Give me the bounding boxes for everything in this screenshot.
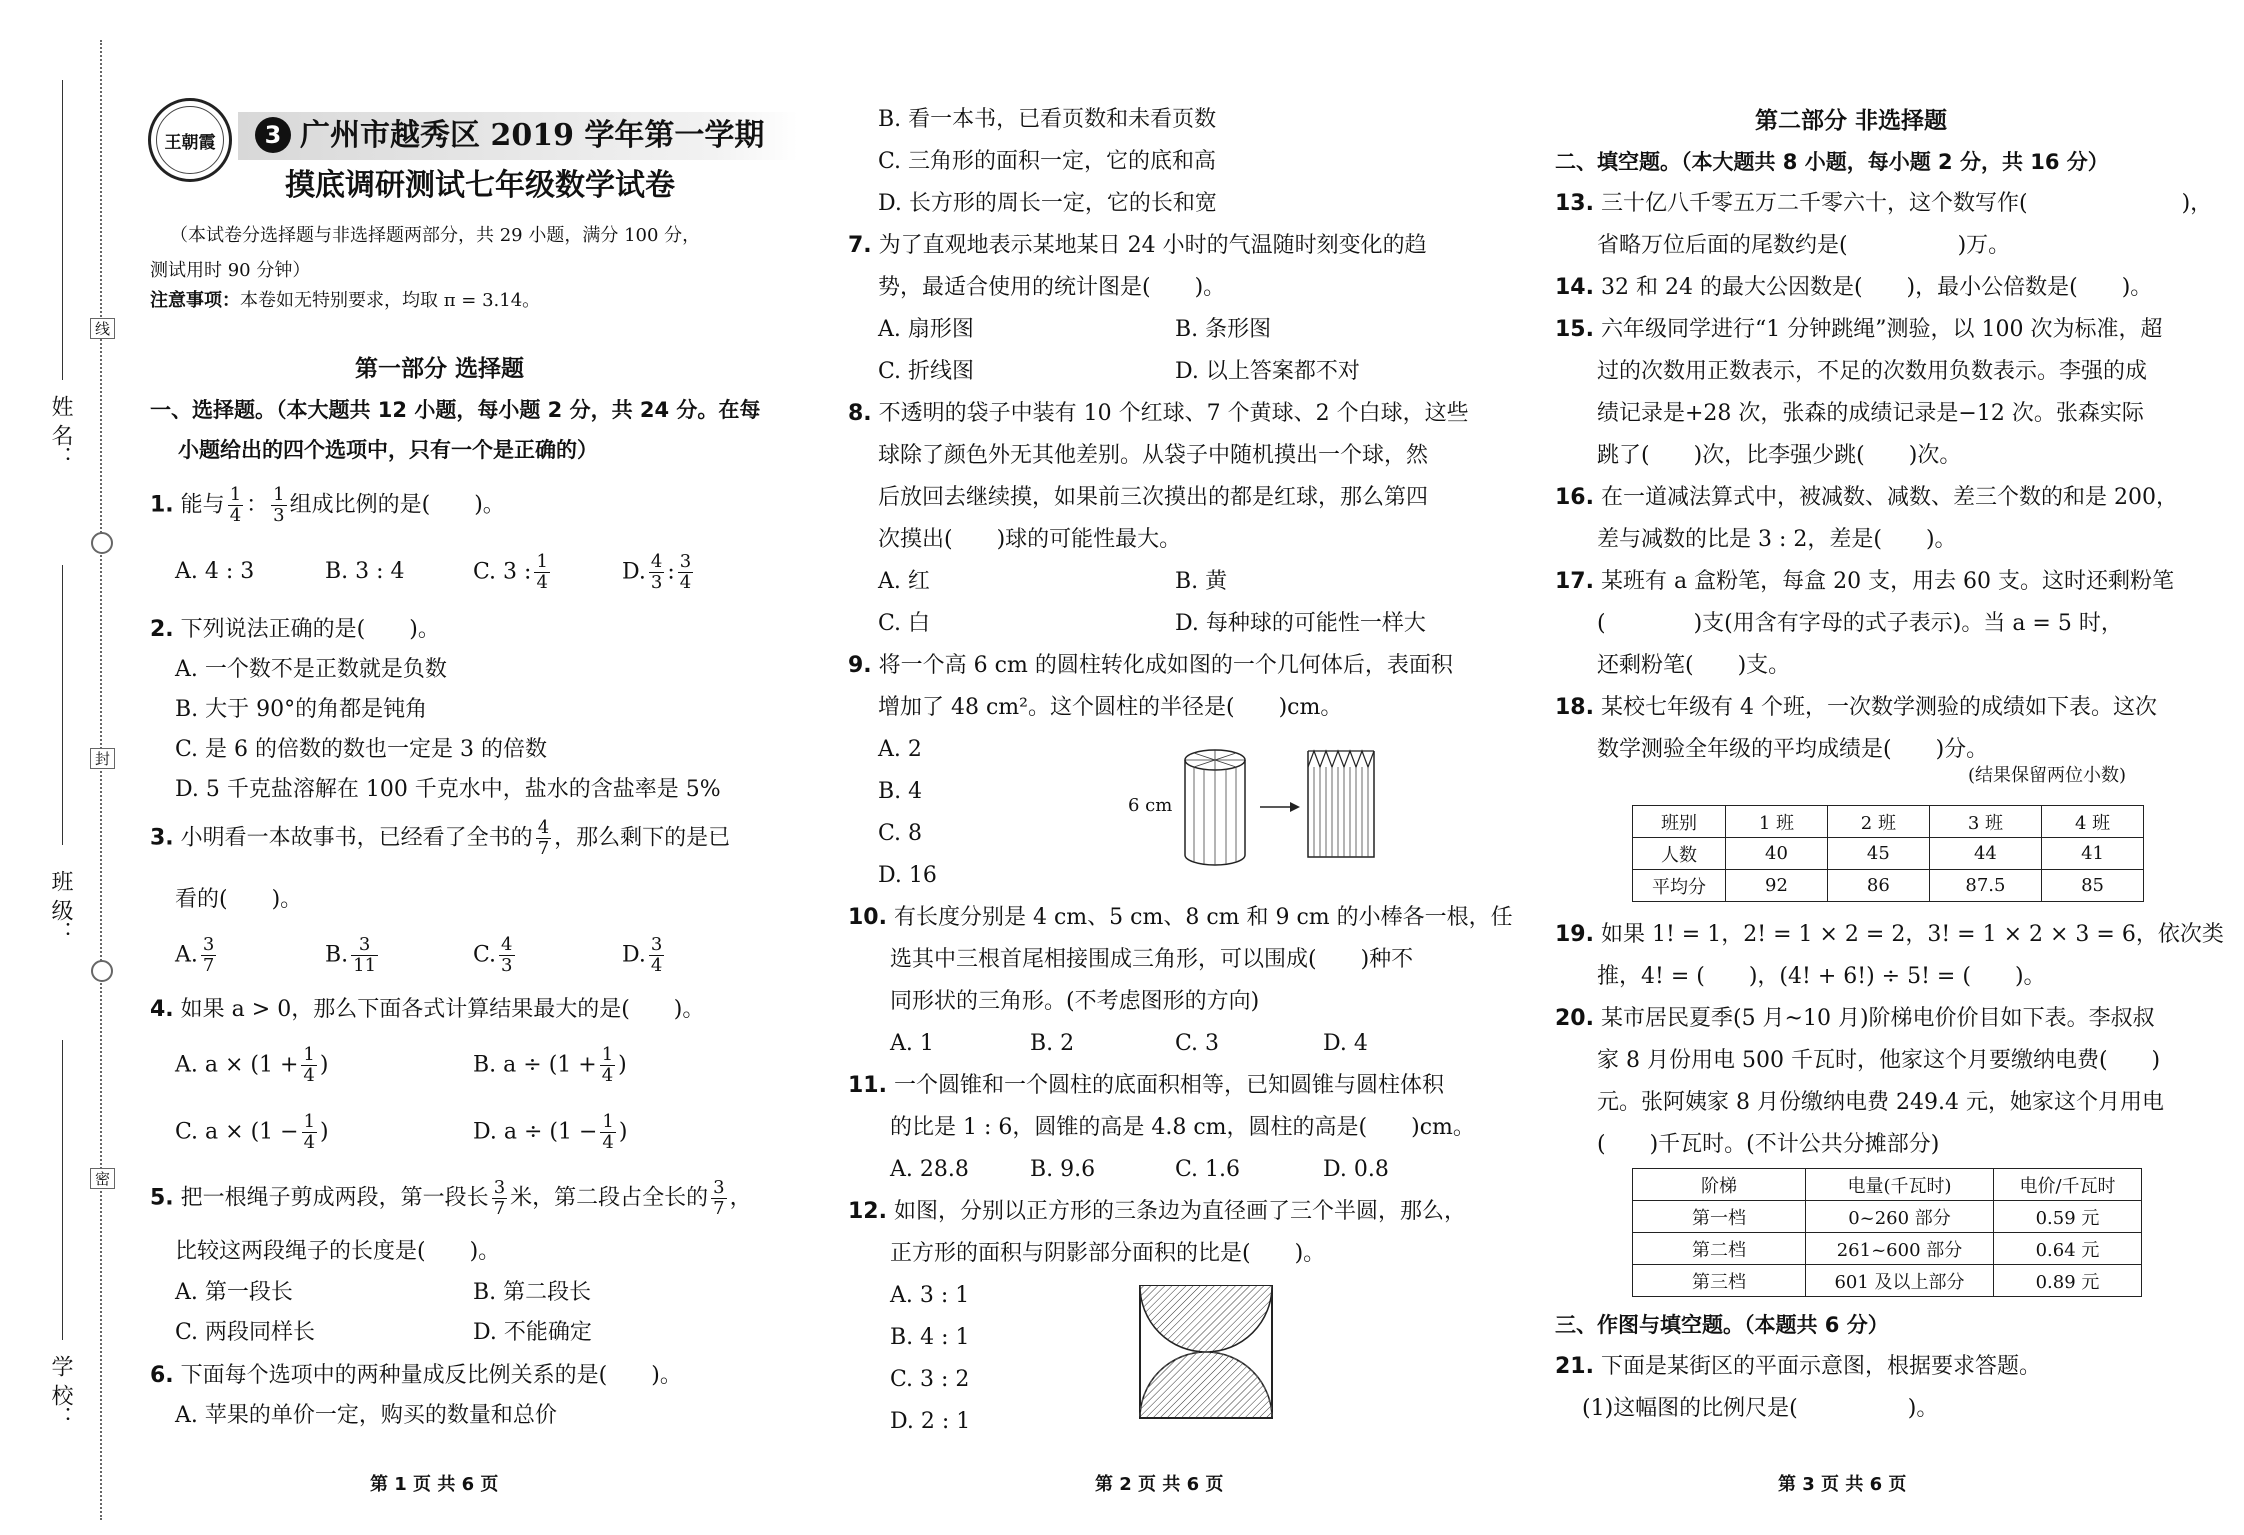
- question-15-line-4: 跳了( )次，比李强少跳( )次。: [1597, 443, 1962, 468]
- question-17-line-3: 还剩粉笔( )支。: [1597, 653, 1791, 678]
- table-cell: 92: [1726, 870, 1828, 902]
- q12-option-c[interactable]: C. 3 : 2: [890, 1367, 970, 1392]
- binding-ornament-1: [91, 532, 113, 554]
- notice-text: 本卷如无特别要求，均取 π = 3.14。: [240, 290, 541, 311]
- q8-option-b[interactable]: B. 黄: [1175, 569, 1228, 594]
- table-cell: 平均分: [1633, 870, 1726, 902]
- q7-option-a[interactable]: A. 扇形图: [878, 317, 974, 342]
- q6-option-b[interactable]: B. 看一本书，已看页数和未看页数: [878, 107, 1217, 132]
- table-cell: 41: [2042, 838, 2144, 870]
- seal-mi-mark: 密: [90, 1168, 115, 1189]
- question-20-line-4: ( )千瓦时。(不计公共分摊部分): [1597, 1132, 1940, 1157]
- q5-option-b[interactable]: B. 第二段长: [473, 1280, 592, 1305]
- q1-option-c[interactable]: C. 3 : $\frac{1}{4}$: [473, 551, 548, 593]
- q10-option-b[interactable]: B. 2: [1030, 1031, 1075, 1056]
- table-cell: 2 班: [1827, 806, 1929, 838]
- seal-line-mark: 线: [90, 318, 115, 339]
- table-cell: 44: [1929, 838, 2041, 870]
- question-18-note: (结果保留两位小数): [1968, 765, 2127, 786]
- q4-option-a[interactable]: A. a × (1 + $\frac{1}{4}$ ): [175, 1044, 329, 1086]
- question-19-line-1: 19. 如果 1! = 1，2! = 1 × 2 = 2，3! = 1 × 2 × 3 = 6，依次类: [1555, 922, 2224, 947]
- q2-option-b[interactable]: B. 大于 90°的角都是钝角: [175, 697, 428, 722]
- q9-option-a[interactable]: A. 2: [878, 737, 922, 762]
- table-cell: 45: [1827, 838, 1929, 870]
- q3-option-b[interactable]: B. $\frac{3}{11}$: [325, 934, 377, 976]
- table-cell: 班别: [1633, 806, 1726, 838]
- paper-number-badge: 3: [255, 117, 291, 153]
- q9-figure-height-label: 6 cm: [1128, 795, 1173, 816]
- binding-ornament-2: [91, 960, 113, 982]
- intro-line-1: （本试卷分选择题与非选择题两部分，共 29 小题，满分 100 分，: [170, 225, 701, 246]
- q9-option-b[interactable]: B. 4: [878, 779, 923, 804]
- question-3-line-2: 看的( )。: [175, 887, 303, 912]
- question-13-line-1: 13. 三十亿八千零五万二千零六十，这个数写作( )，: [1555, 191, 2213, 216]
- q5-option-a[interactable]: A. 第一段长: [175, 1280, 293, 1305]
- q11-option-a[interactable]: A. 28.8: [890, 1157, 969, 1182]
- question-16-line-1: 16. 在一道减法算式中，被减数、减数、差三个数的和是 200，: [1555, 485, 2178, 510]
- q5-option-d[interactable]: D. 不能确定: [473, 1320, 592, 1345]
- q6-option-c[interactable]: C. 三角形的面积一定，它的底和高: [878, 149, 1217, 174]
- table-cell: 86: [1827, 870, 1929, 902]
- question-20-line-1: 20. 某市居民夏季(5 月~10 月)阶梯电价价目如下表。李叔叔: [1555, 1006, 2155, 1031]
- q3-option-a[interactable]: A. $\frac{3}{7}$: [175, 934, 215, 976]
- q1-option-d[interactable]: D. $\frac{4}{3}$ : $\frac{3}{4}$: [622, 551, 692, 593]
- q9-option-d[interactable]: D. 16: [878, 863, 937, 888]
- table-row: [1633, 1233, 2142, 1265]
- title-line-1: 广州市越秀区 2019 学年第一学期: [300, 118, 765, 153]
- part2-title: 第二部分 非选择题: [1755, 108, 1948, 134]
- question-21-line-1: 21. 下面是某街区的平面示意图，根据要求答题。: [1555, 1354, 2041, 1379]
- table-cell: 第三档: [1633, 1265, 1806, 1297]
- table-cell: 阶梯: [1633, 1169, 1806, 1201]
- question-5-line-2: 比较这两段绳子的长度是( )。: [175, 1239, 501, 1264]
- table-cell: 1 班: [1726, 806, 1828, 838]
- class-blank: [62, 565, 63, 845]
- q7-option-b[interactable]: B. 条形图: [1175, 317, 1272, 342]
- table-cell: 第二档: [1633, 1233, 1806, 1265]
- question-11-line-2: 的比是 1 : 6，圆锥的高是 4.8 cm，圆柱的高是( )cm。: [890, 1115, 1475, 1140]
- q7-option-c[interactable]: C. 折线图: [878, 359, 975, 384]
- q12-square-figure: [1138, 1284, 1274, 1420]
- q11-option-d[interactable]: D. 0.8: [1323, 1157, 1389, 1182]
- q18-score-table: [1632, 805, 2144, 902]
- binding-line: [100, 40, 102, 1520]
- question-7-line-2: 势，最适合使用的统计图是( )。: [878, 275, 1226, 300]
- question-6-stem: 6. 下面每个选项中的两种量成反比例关系的是( )。: [150, 1363, 682, 1388]
- question-15-line-3: 绩记录是+28 次，张森的成绩记录是−12 次。张森实际: [1597, 401, 2144, 426]
- q3-option-c[interactable]: C. $\frac{4}{3}$: [473, 934, 513, 976]
- question-8-line-3: 后放回去继续摸，如果前三次摸出的都是红球，那么第四: [878, 485, 1429, 510]
- question-3-stem: 3. 小明看一本故事书，已经看了全书的 $\frac{4}{7}$ ，那么剩下的是已: [150, 817, 731, 859]
- q12-option-b[interactable]: B. 4 : 1: [890, 1325, 970, 1350]
- table-row: [1633, 1169, 2142, 1201]
- table-cell: 0.89 元: [1994, 1265, 2142, 1297]
- question-10-line-3: 同形状的三角形。(不考虑图形的方向): [890, 989, 1260, 1014]
- notice: [150, 287, 540, 315]
- question-13-line-2: 省略万位后面的尾数约是( )万。: [1597, 233, 2011, 258]
- question-21-line-2: (1)这幅图的比例尺是( )。: [1582, 1396, 1939, 1421]
- footer-page-2: 第 2 页 共 6 页: [1095, 1474, 1224, 1495]
- table-cell: 601 及以上部分: [1806, 1265, 1994, 1297]
- q1-option-a[interactable]: A. 4 : 3: [175, 559, 255, 584]
- class-label: 班 级：: [48, 870, 73, 943]
- table-cell: 0.59 元: [1994, 1201, 2142, 1233]
- q6-option-a[interactable]: A. 苹果的单价一定，购买的数量和总价: [175, 1403, 557, 1428]
- school-label: 学 校：: [48, 1355, 73, 1428]
- table-cell: 第一档: [1633, 1201, 1806, 1233]
- table-cell: 电量(千瓦时): [1806, 1169, 1994, 1201]
- table-row: [1633, 870, 2144, 902]
- seal-feng-mark: 封: [90, 748, 115, 769]
- title-line-2: 摸底调研测试七年级数学试卷: [285, 168, 675, 203]
- question-20-line-3: 元。张阿姨家 8 月份缴纳电费 249.4 元，她家这个月用电: [1597, 1090, 2164, 1115]
- q3-option-d[interactable]: D. $\frac{3}{4}$: [622, 934, 663, 976]
- q12-option-d[interactable]: D. 2 : 1: [890, 1409, 971, 1434]
- question-7-line-1: 7. 为了直观地表示某地某日 24 小时的气温随时刻变化的趋: [848, 233, 1427, 258]
- table-cell: 40: [1726, 838, 1828, 870]
- question-20-line-2: 家 8 月份用电 500 千瓦时，他家这个月要缴纳电费( ): [1597, 1048, 2161, 1073]
- question-8-line-4: 次摸出( )球的可能性最大。: [878, 527, 1182, 552]
- question-4-stem: 4. 如果 a > 0，那么下面各式计算结果最大的是( )。: [150, 997, 705, 1022]
- table-cell: 电价/千瓦时: [1994, 1169, 2142, 1201]
- table-row: [1633, 1265, 2142, 1297]
- q7-option-d[interactable]: D. 以上答案都不对: [1175, 359, 1360, 384]
- q2-option-d[interactable]: D. 5 千克盐溶解在 100 千克水中，盐水的含盐率是 5%: [175, 777, 721, 802]
- question-1-stem: 1. 能与 $\frac{1}{4}$ ： $\frac{1}{3}$ 组成比例的是( )。: [150, 484, 505, 526]
- table-row: [1633, 838, 2144, 870]
- q4-option-d[interactable]: D. a ÷ (1 − $\frac{1}{4}$ ): [473, 1111, 628, 1153]
- question-19-line-2: 推，4! = ( )，(4! + 6!) ÷ 5! = ( )。: [1597, 964, 2046, 989]
- q6-option-d[interactable]: D. 长方形的周长一定，它的长和宽: [878, 191, 1217, 216]
- table-cell: 0~260 部分: [1806, 1201, 1994, 1233]
- table-row: [1633, 1201, 2142, 1233]
- question-18-line-2: 数学测验全年级的平均成绩是( )分。: [1597, 737, 1989, 762]
- question-10-line-1: 10. 有长度分别是 4 cm、5 cm、8 cm 和 9 cm 的小棒各一根，任: [848, 905, 1513, 930]
- table-cell: 3 班: [1929, 806, 2041, 838]
- q8-option-a[interactable]: A. 红: [878, 569, 930, 594]
- question-14-line-1: 14. 32 和 24 的最大公因数是( )，最小公倍数是( )。: [1555, 275, 2153, 300]
- q10-option-d[interactable]: D. 4: [1323, 1031, 1368, 1056]
- school-blank: [62, 1040, 63, 1340]
- footer-page-3: 第 3 页 共 6 页: [1778, 1474, 1907, 1495]
- question-15-line-2: 过的次数用正数表示，不足的次数用负数表示。李强的成: [1597, 359, 2148, 384]
- question-9-line-1: 9. 将一个高 6 cm 的圆柱转化成如图的一个几何体后，表面积: [848, 653, 1453, 678]
- question-9-line-2: 增加了 48 cm²。这个圆柱的半径是( )cm。: [878, 695, 1343, 720]
- table-cell: 85: [2042, 870, 2144, 902]
- question-11-line-1: 11. 一个圆锥和一个圆柱的底面积相等，已知圆锥与圆柱体积: [848, 1073, 1444, 1098]
- q11-option-c[interactable]: C. 1.6: [1175, 1157, 1241, 1182]
- intro-line-2: 测试用时 90 分钟）: [150, 260, 311, 281]
- question-8-line-2: 球除了颜色外无其他差别。从袋子中随机摸出一个球，然: [878, 443, 1429, 468]
- question-12-line-1: 12. 如图，分别以正方形的三条边为直径画了三个半圆，那么，: [848, 1199, 1466, 1224]
- q20-price-table: [1632, 1168, 2142, 1297]
- logo-text: 王朝霞: [156, 106, 224, 174]
- question-10-line-2: 选其中三根首尾相接围成三角形，可以围成( )种不: [890, 947, 1414, 972]
- footer-page-1: 第 1 页 共 6 页: [370, 1474, 499, 1495]
- notice-label: 注意事项：: [150, 290, 240, 311]
- question-15-line-1: 15. 六年级同学进行“1 分钟跳绳”测验，以 100 次为标准，超: [1555, 317, 2163, 342]
- table-cell: 4 班: [2042, 806, 2144, 838]
- question-12-line-2: 正方形的面积与阴影部分面积的比是( )。: [890, 1241, 1326, 1266]
- q9-cylinder-figure: [1180, 745, 1380, 870]
- q12-option-a[interactable]: A. 3 : 1: [890, 1283, 970, 1308]
- name-blank: [62, 80, 63, 380]
- publisher-logo: [148, 98, 232, 182]
- question-8-line-1: 8. 不透明的袋子中装有 10 个红球、7 个黄球、2 个白球，这些: [848, 401, 1469, 426]
- table-row: [1633, 806, 2144, 838]
- q10-option-a[interactable]: A. 1: [890, 1031, 934, 1056]
- q5-option-c[interactable]: C. 两段同样长: [175, 1320, 316, 1345]
- q8-option-d[interactable]: D. 每种球的可能性一样大: [1175, 611, 1426, 636]
- question-5-stem: 5. 把一根绳子剪成两段，第一段长 $\frac{3}{7}$ 米，第二段占全长的 $\frac{3}{7}$ ，: [150, 1177, 752, 1219]
- q11-option-b[interactable]: B. 9.6: [1030, 1157, 1096, 1182]
- section2-instruction: 二、填空题。（本大题共 8 小题，每小题 2 分，共 16 分）: [1555, 150, 2109, 174]
- q10-option-c[interactable]: C. 3: [1175, 1031, 1220, 1056]
- section3-instruction: 三、作图与填空题。（本题共 6 分）: [1555, 1313, 1889, 1337]
- table-cell: 0.64 元: [1994, 1233, 2142, 1265]
- table-cell: 人数: [1633, 838, 1726, 870]
- q1-option-b[interactable]: B. 3 : 4: [325, 559, 405, 584]
- q4-option-b[interactable]: B. a ÷ (1 + $\frac{1}{4}$ ): [473, 1044, 627, 1086]
- q8-option-c[interactable]: C. 白: [878, 611, 931, 636]
- question-17-line-1: 17. 某班有 a 盒粉笔，每盒 20 支，用去 60 支。这时还剩粉笔: [1555, 569, 2175, 594]
- section1-instruction-1: 一、选择题。（本大题共 12 小题，每小题 2 分，共 24 分。在每: [150, 398, 761, 422]
- table-cell: 87.5: [1929, 870, 2041, 902]
- question-17-line-2: ( )支(用含有字母的式子表示)。当 a = 5 时，: [1597, 611, 2123, 636]
- question-16-line-2: 差与减数的比是 3 : 2，差是( )。: [1597, 527, 1957, 552]
- question-2-stem: 2. 下列说法正确的是( )。: [150, 617, 440, 642]
- q4-option-c[interactable]: C. a × (1 − $\frac{1}{4}$ ): [175, 1111, 329, 1153]
- name-label: 姓 名：: [48, 395, 73, 468]
- table-cell: 261~600 部分: [1806, 1233, 1994, 1265]
- q2-option-c[interactable]: C. 是 6 的倍数的数也一定是 3 的倍数: [175, 737, 548, 762]
- question-18-line-1: 18. 某校七年级有 4 个班，一次数学测验的成绩如下表。这次: [1555, 695, 2157, 720]
- part1-title: 第一部分 选择题: [355, 356, 525, 382]
- q2-option-a[interactable]: A. 一个数不是正数就是负数: [175, 657, 447, 682]
- q9-option-c[interactable]: C. 8: [878, 821, 923, 846]
- section1-instruction-2: 小题给出的四个选项中，只有一个是正确的）: [178, 438, 598, 462]
